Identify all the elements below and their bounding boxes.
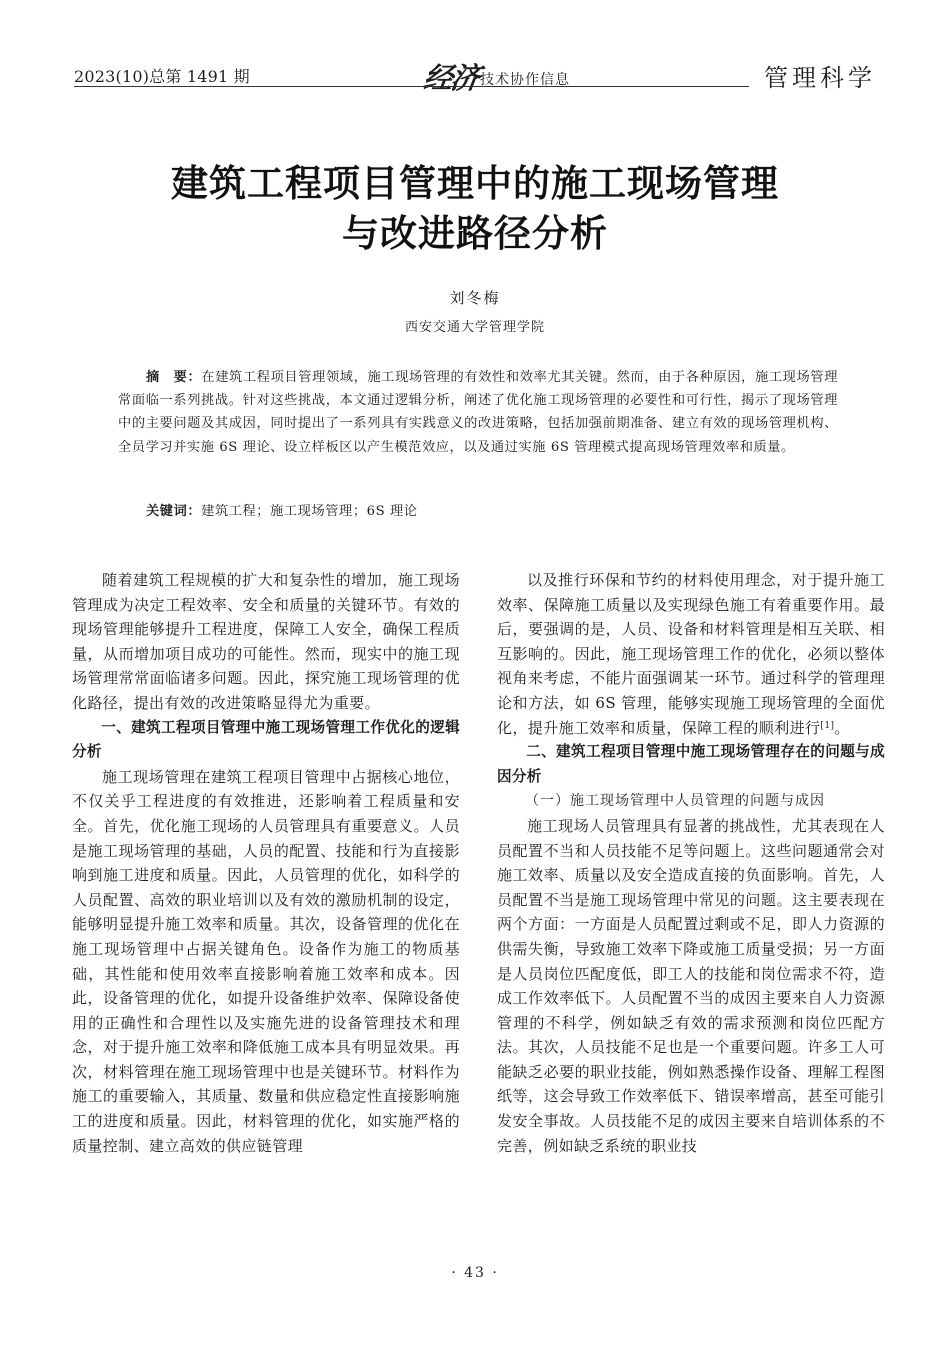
section-heading-2: 二、建筑工程项目管理中施工现场管理存在的问题与成因分析 xyxy=(497,743,885,785)
header-rule xyxy=(74,86,749,87)
issue-number: 2023(10)总第 1491 期 xyxy=(74,67,250,86)
keywords xyxy=(146,500,418,519)
subsection-heading-1: （一）施工现场管理中人员管理的问题与成因 xyxy=(525,793,825,810)
body-column-right xyxy=(497,568,885,1158)
abstract-label: 摘 要： xyxy=(146,370,202,385)
running-header xyxy=(74,56,876,96)
article-title-line-1: 建筑工程项目管理中的施工现场管理 xyxy=(171,162,779,205)
intro-paragraph: 随着建筑工程规模的扩大和复杂性的增加，施工现场管理成为决定工程效率、安全和质量的关键环节。有效的现场管理能够提升工程进度，保障工人安全，确保工程质量，从而增加项目成功的可能性。然而，现实中的施工现场管理常常面临诸多问题。因此，探究施工现场管理的优化路径，提出有效的改进策略显得尤为重要。 xyxy=(72,571,460,712)
paragraph-end-mark: 。 xyxy=(834,718,850,737)
keywords-label: 关键词： xyxy=(146,504,202,519)
journal-logo: 经济 xyxy=(421,61,481,95)
body-paragraph: 施工现场人员管理具有显著的挑战性，尤其表现在人员配置不当和人员技能不足等问题上。这些问题通常会对施工效率、质量以及安全造成直接的负面影响。首先，人员配置不当是施工现场管理中常见的问题。这主要表现在两个方面：一方面是人员配置过剩或不足，即人力资源的供需失衡，导致施工效率下降或施工质量受损；另一方面是人员岗位匹配度低，即工人的技能和岗位需求不符，造成工作效率低下。人员配置不当的成因主要来自人力资源管理的不科学，例如缺乏有效的需求预测和岗位匹配方法。其次，人员技能不足也是一个重要问题。许多工人可能缺乏必要的职业技能，例如熟悉操作设备、理解工程图纸等，这会导致工作效率低下、错误率增高，甚至可能引发安全事故。人员技能不足的成因主要来自培训体系的不完善，例如缺乏系统的职业技 xyxy=(497,816,885,1155)
citation-marker: [1] xyxy=(820,720,835,731)
body-paragraph-continued xyxy=(497,568,885,740)
keywords-text: 建筑工程；施工现场管理；6S 理论 xyxy=(201,504,418,519)
abstract xyxy=(118,366,838,459)
section-label: 管理科学 xyxy=(764,64,876,92)
article-title-line-2: 与改进路径分析 xyxy=(342,212,608,255)
journal-masthead xyxy=(421,56,571,95)
page-number: · 43 · xyxy=(451,1265,499,1281)
body-paragraph: 施工现场管理在建筑工程项目管理中占据核心地位，不仅关乎工程进度的有效推进，还影响着工程质量和安全。首先，优化施工现场的人员管理具有重要意义。人员是施工现场管理的基础，人员的配置、技能和行为直接影响到施工进度和质量。因此，人员管理的优化，如科学的人员配置、高效的职业培训以及有效的激励机制的设定，能够明显提升施工效率和质量。其次，设备管理的优化在施工现场管理中占据关键角色。设备作为施工的物质基础，其性能和使用效率直接影响着施工效率和成本。因此，设备管理的优化，如提升设备维护效率、保障设备使用的正确性和合理性以及实施先进的设备管理技术和理念，对于提升施工效率和降低施工成本具有明显效果。再次，材料管理在施工现场管理中也是关键环节。材料作为施工的重要输入，其质量、数量和供应稳定性直接影响施工的进度和质量。因此，材料管理的优化，如实施严格的质量控制、建立高效的供应链管理 xyxy=(72,767,460,1155)
author-affiliation: 西安交通大学管理学院 xyxy=(404,320,545,335)
body-paragraph-text: 以及推行环保和节约的材料使用理念，对于提升施工效率、保障施工质量以及实现绿色施工有着重要作用。最后，要强调的是，人员、设备和材料管理是相互关联、相互影响的。因此，施工现场管理工作的优化，必须以整体视角来考虑，不能片面强调某一环节。通过科学的管理理论和方法，如 6S 管理，能够实现施工现场管理的全面优化，提升施工效率和质量，保障工程的顺利进行 xyxy=(497,571,885,737)
body-column-left xyxy=(72,568,460,1158)
journal-subtitle: 技术协作信息 xyxy=(480,72,571,88)
abstract-text: 在建筑工程项目管理领域，施工现场管理的有效性和效率尤其关键。然而，由于各种原因，施工现场管理常面临一系列挑战。针对这些挑战，本文通过逻辑分析，阐述了优化施工现场管理的必要性和可行性，揭示了现场管理中的主要问题及其成因，同时提出了一系列具有实践意义的改进策略，包括加强前期准备、建立有效的现场管理机构、全员学习并实施 6S 理论、设立样板区以产生模范效应，以及通过实施 6S 管理模式提高现场管理效率和质量。 xyxy=(118,370,838,455)
section-heading-1: 一、建筑工程项目管理中施工现场管理工作优化的逻辑分析 xyxy=(72,718,460,761)
author-name: 刘冬梅 xyxy=(449,289,501,307)
